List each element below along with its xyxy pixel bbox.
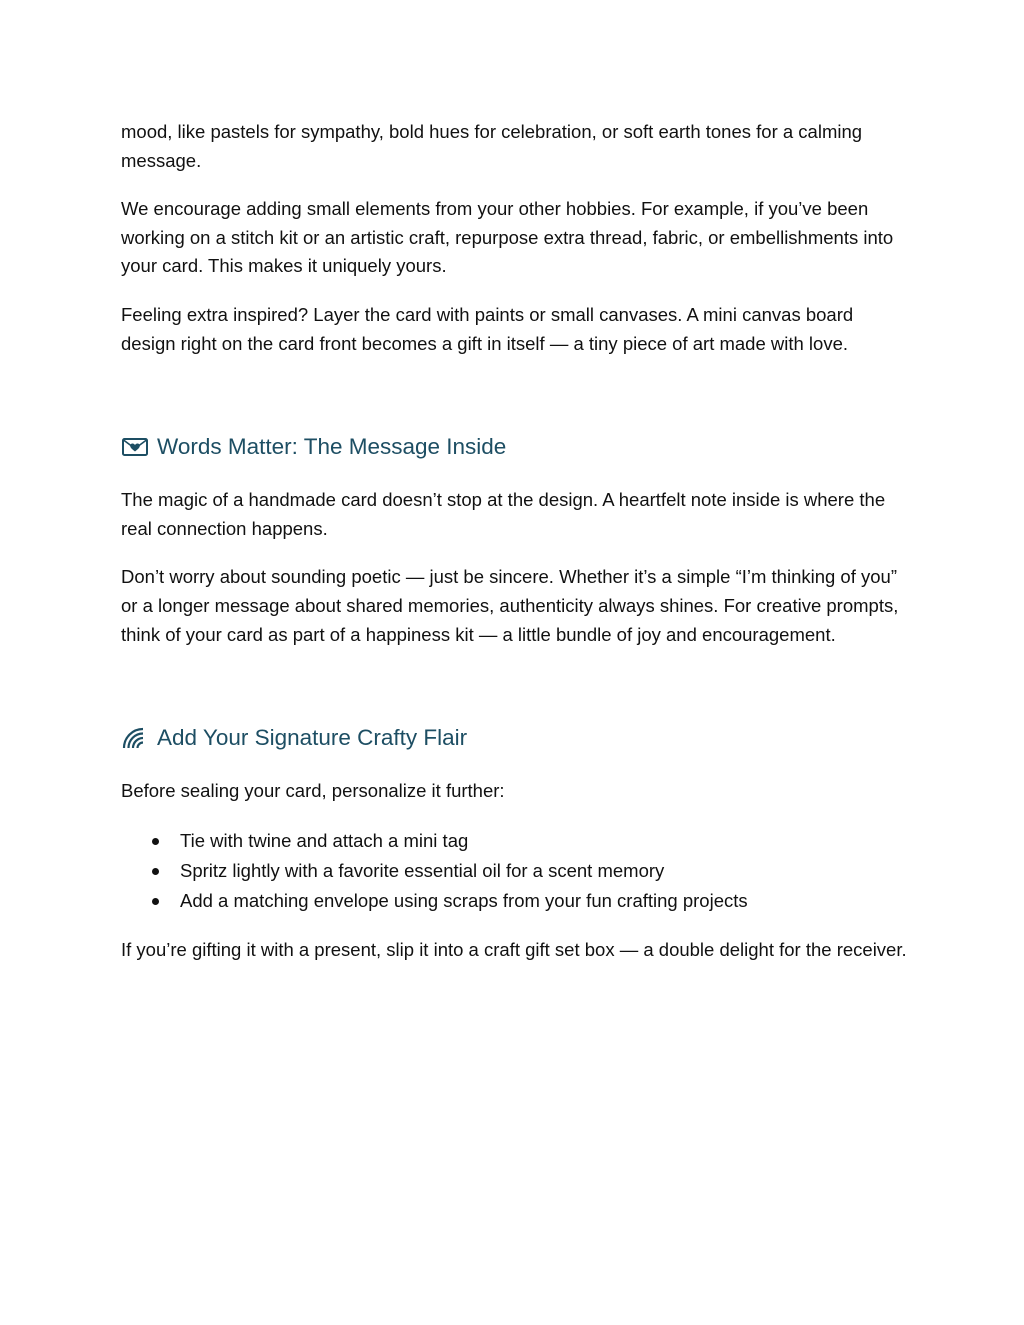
list-item <box>121 826 911 856</box>
heading-words-matter <box>121 432 911 462</box>
paragraph-sincere: Don’t worry about sounding poetic — just be sincere. Whether it’s a simple “I’m thinking of you” or a longer message about shared memories, authenticity always shines. For creative prompts, think of your card as part of a happiness kit — a little bundle of joy and encouragement. <box>121 566 899 645</box>
paragraph-magic: The magic of a handmade card doesn’t stop at the design. A heartfelt note inside is where the real connection happens. <box>121 489 886 539</box>
heading-words-matter-text: Words Matter: The Message Inside <box>157 434 507 460</box>
paragraph-mood: mood, like pastels for sympathy, bold hues for celebration, or soft earth tones for a calming message. <box>121 121 863 171</box>
bullet-icon <box>152 838 159 845</box>
bullet-icon <box>152 898 159 905</box>
heading-crafty-flair <box>121 723 911 753</box>
list-item-text: Spritz lightly with a favorite essential oil for a scent memory <box>180 859 665 881</box>
paragraph-before-sealing: Before sealing your card, personalize it further: <box>121 780 505 802</box>
list-item-text: Tie with twine and attach a mini tag <box>180 829 469 851</box>
paragraph-hobbies: We encourage adding small elements from your other hobbies. For example, if you’ve been working on a stitch kit or an artistic craft, repurpose extra thread, fabric, or embellishments into your card. This makes it uniquely yours. <box>121 198 894 277</box>
love-letter-icon <box>121 435 149 459</box>
flair-list <box>121 826 911 916</box>
list-item <box>121 856 911 886</box>
paragraph-inspired: Feeling extra inspired? Layer the card with paints or small canvases. A mini canvas board design right on the card front becomes a gift in itself — a tiny piece of art made with love. <box>121 303 854 354</box>
bullet-icon <box>152 868 159 875</box>
document-body <box>121 118 911 964</box>
paragraph-gift-set: If you’re gifting it with a present, slip it into a craft gift set box — a double delight for the receiver. <box>121 938 907 960</box>
list-item-text: Add a matching envelope using scraps from your fun crafting projects <box>180 889 748 911</box>
list-item <box>121 886 911 916</box>
rainbow-icon <box>121 726 149 750</box>
heading-crafty-flair-text: Add Your Signature Crafty Flair <box>157 725 468 751</box>
